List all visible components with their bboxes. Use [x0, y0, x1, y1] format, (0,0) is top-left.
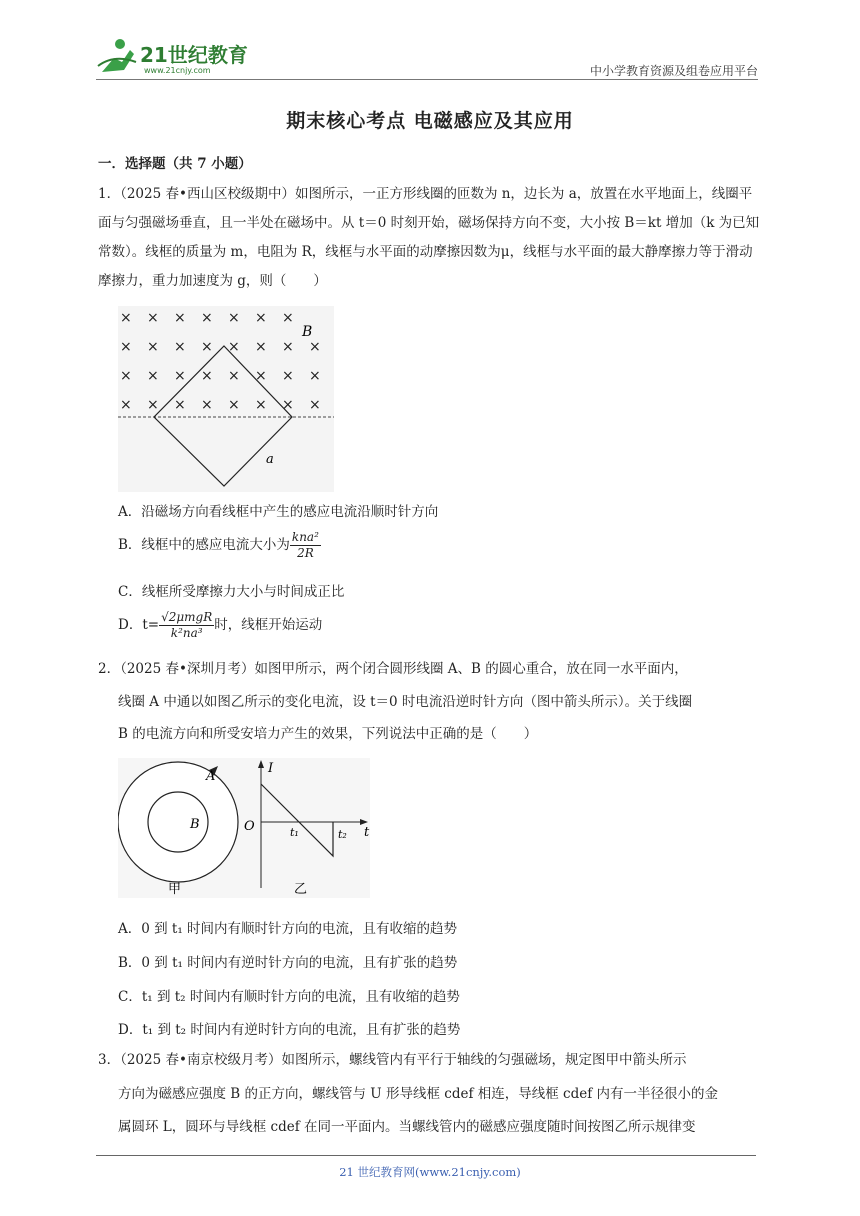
q2-option-a[interactable]: A．0 到 t₁ 时间内有顺时针方向的电流，且有收缩的趋势 — [118, 921, 458, 937]
q1-option-a[interactable]: A．沿磁场方向看线框中产生的感应电流沿顺时针方向 — [118, 504, 439, 520]
svg-text:×: × — [201, 397, 213, 413]
svg-text:×: × — [120, 310, 132, 326]
header-divider — [96, 79, 758, 80]
q2-stem-line1: 2．（2025 春•深圳月考）如图甲所示，两个闭合圆形线圈 A、B 的圆心重合，放在同一水平面内， — [98, 661, 688, 677]
q1-option-b-fraction: $\frac{\text{kna²}}{2R}$ — [291, 530, 319, 560]
svg-text:×: × — [282, 339, 294, 355]
q2-option-d[interactable]: D．t₁ 到 t₂ 时间内有逆时针方向的电流，且有扩张的趋势 — [118, 1022, 461, 1038]
header-platform-text: 中小学教育资源及组卷应用平台 — [589, 64, 758, 78]
svg-text:×: × — [228, 310, 240, 326]
svg-text:×: × — [174, 368, 186, 384]
caption-yi: 乙 — [294, 882, 308, 897]
svg-text:×: × — [147, 397, 159, 413]
origin-label: O — [244, 819, 255, 834]
q1-option-b[interactable] — [118, 530, 321, 561]
q1-option-d-fraction: $\frac{\text{√2μmgR}}{\text{k²na³}}$ — [161, 610, 213, 640]
svg-text:×: × — [255, 310, 267, 326]
svg-text:×: × — [255, 368, 267, 384]
coil-A — [118, 762, 238, 882]
svg-text:×: × — [147, 310, 159, 326]
svg-text:×: × — [174, 310, 186, 326]
logo-text: 21世纪教育 — [140, 43, 248, 67]
q2-option-b[interactable]: B．0 到 t₁ 时间内有逆时针方向的电流，且有扩张的趋势 — [118, 955, 458, 971]
q1-option-d-suffix: 时，线框开始运动 — [214, 617, 323, 633]
q1-option-c[interactable]: C．线框所受摩擦力大小与时间成正比 — [118, 584, 345, 600]
svg-text:×: × — [201, 368, 213, 384]
q1-option-d-prefix: D．t= — [118, 617, 160, 633]
footer-divider — [96, 1155, 756, 1156]
svg-text:×: × — [282, 397, 294, 413]
q1-option-d[interactable] — [118, 610, 322, 641]
site-logo — [96, 36, 256, 76]
field-label-B: B — [302, 324, 313, 340]
svg-text:×: × — [282, 368, 294, 384]
svg-text:×: × — [255, 397, 267, 413]
label-B: B — [190, 817, 200, 832]
svg-text:×: × — [174, 397, 186, 413]
tick-t2: t₂ — [338, 828, 347, 841]
svg-text:×: × — [201, 339, 213, 355]
svg-text:×: × — [309, 339, 321, 355]
q3-stem-line2: 方向为磁感应强度 B 的正方向，螺线管与 U 形导线框 cdef 相连，导线框 cdef 内有一半径很小的金 — [118, 1086, 719, 1102]
page-title: 期末核心考点 电磁感应及其应用 — [286, 110, 574, 132]
axis-label-t: t — [364, 825, 370, 840]
q2-figure — [118, 758, 370, 898]
tick-t1: t₁ — [290, 826, 299, 839]
svg-text:×: × — [120, 339, 132, 355]
q1-stem: 1．（2025 春•西山区校级期中）如图所示，一正方形线圈的匝数为 n，边长为 a，放置在水平地面上，线圈平面与匀强磁场垂直，且一半处在磁场中。从 t＝0 时刻开始，磁场保持方向不变，大小按 B＝kt 增加（k 为已知常数）。线框的质量为 m，电阻为 R，线框与水平面的动摩擦因数为μ，线框与水平面的最大静摩擦力等于滑动摩擦力，重力加速度为 g，则（ ） — [98, 186, 760, 289]
svg-text:×: × — [228, 339, 240, 355]
svg-text:×: × — [120, 368, 132, 384]
q2-stem-line3: B 的电流方向和所受安培力产生的效果，下列说法中正确的是（ ） — [118, 726, 538, 742]
section-heading: 一．选择题（共 7 小题） — [98, 156, 252, 172]
q2-stem-line2: 线圈 A 中通以如图乙所示的变化电流，设 t＝0 时电流沿逆时针方向（图中箭头所示）。关于线圈 — [118, 694, 693, 710]
svg-text:×: × — [309, 368, 321, 384]
svg-text:×: × — [228, 368, 240, 384]
svg-text:×: × — [228, 397, 240, 413]
svg-text:×: × — [309, 397, 321, 413]
svg-text:×: × — [174, 339, 186, 355]
q1-figure — [118, 306, 334, 492]
footer-link[interactable]: 21 世纪教育网(www.21cnjy.com) — [339, 1165, 521, 1179]
svg-text:×: × — [255, 339, 267, 355]
logo-url: www.21cnjy.com — [144, 66, 211, 75]
q2-option-c[interactable]: C．t₁ 到 t₂ 时间内有顺时针方向的电流，且有收缩的趋势 — [118, 989, 460, 1005]
svg-text:×: × — [282, 310, 294, 326]
caption-jia: 甲 — [168, 882, 182, 897]
svg-text:×: × — [201, 310, 213, 326]
side-label-a: a — [266, 452, 274, 467]
axis-label-I: I — [268, 761, 274, 776]
q3-stem-line1: 3．（2025 春•南京校级月考）如图所示，螺线管内有平行于轴线的匀强磁场，规定图甲中箭头所示 — [98, 1052, 687, 1068]
q3-stem-line3: 属圆环 L，圆环与导线框 cdef 在同一平面内。当螺线管内的磁感应强度随时间按图乙所示规律变 — [118, 1119, 696, 1135]
svg-text:×: × — [147, 368, 159, 384]
q1-option-b-text: B．线框中的感应电流大小为 — [118, 537, 290, 553]
svg-text:×: × — [147, 339, 159, 355]
label-A: A — [206, 769, 216, 784]
svg-text:×: × — [120, 397, 132, 413]
